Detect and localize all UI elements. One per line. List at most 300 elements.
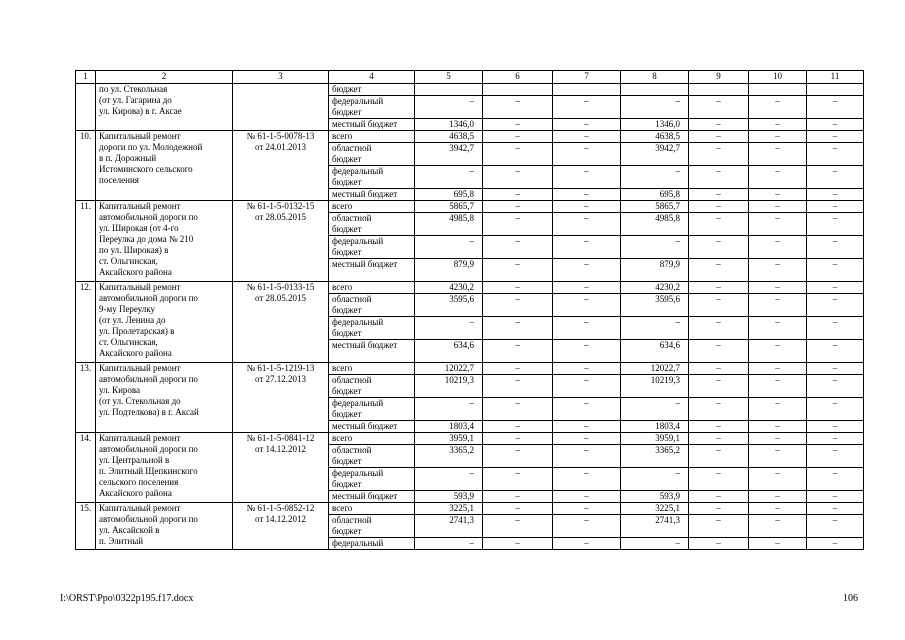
value-cell: – <box>483 340 553 363</box>
value-cell: 3942,7 <box>415 143 483 166</box>
value-cell: – <box>807 317 864 340</box>
value-cell: 3225,1 <box>415 503 483 515</box>
work-name-line: сельского поселения <box>99 477 179 487</box>
value-cell: – <box>689 468 749 491</box>
document-line: от 28.05.2015 <box>254 212 307 222</box>
funding-source-line: бюджет <box>332 247 362 257</box>
value-cell: 10219,3 <box>415 375 483 398</box>
funding-source-line: бюджет <box>332 84 362 94</box>
value-cell: – <box>483 515 553 538</box>
funding-source-line: местный бюджет <box>332 189 398 199</box>
funding-source-line: федеральный <box>332 166 384 176</box>
document-cell <box>233 131 329 201</box>
value-cell: – <box>553 282 621 294</box>
value-cell: – <box>807 201 864 213</box>
value-cell: 12022,7 <box>621 363 689 375</box>
value-cell: – <box>749 189 807 201</box>
value-cell: – <box>807 538 864 550</box>
value-cell: 2741,3 <box>415 515 483 538</box>
table-row <box>76 503 864 515</box>
value-cell: – <box>415 468 483 491</box>
value-cell: 4230,2 <box>415 282 483 294</box>
work-name-line: ул. Подтелкова) в г. Аксай <box>99 407 199 417</box>
document-line: № 61-1-5-0841-12 <box>246 433 315 443</box>
value-cell: 1803,4 <box>621 421 689 433</box>
value-cell: 695,8 <box>415 189 483 201</box>
value-cell: 1803,4 <box>415 421 483 433</box>
value-cell: 2741,3 <box>621 515 689 538</box>
value-cell: – <box>749 491 807 503</box>
funding-source-cell <box>329 317 415 340</box>
work-name-cell <box>96 131 233 201</box>
value-cell: – <box>807 468 864 491</box>
funding-source-line: всего <box>332 433 353 443</box>
work-name-line: (от ул. Гагарина до <box>99 95 172 105</box>
value-cell: – <box>807 503 864 515</box>
funding-source-line: бюджет <box>332 386 362 396</box>
value-cell: 4985,8 <box>415 213 483 236</box>
value-cell: 4638,5 <box>621 131 689 143</box>
funding-source-cell <box>329 96 415 119</box>
header-cell: 11 <box>807 71 864 84</box>
table-body <box>76 71 864 550</box>
work-name-line: автомобильной дороги по <box>99 514 198 524</box>
document-line: от 24.01.2013 <box>254 142 307 152</box>
value-cell: – <box>553 398 621 421</box>
value-cell: 593,9 <box>415 491 483 503</box>
budget-table <box>75 70 864 550</box>
funding-source-line: федеральный <box>332 538 384 548</box>
funding-source-line: областной <box>332 213 372 223</box>
header-cell: 6 <box>483 71 553 84</box>
funding-source-line: бюджет <box>332 154 362 164</box>
work-name-cell <box>96 201 233 282</box>
work-name-line: по ул. Стекольная <box>99 84 168 94</box>
document-line: № 61-1-5-1219-13 <box>246 363 315 373</box>
value-cell: 879,9 <box>621 259 689 282</box>
header-cell: 4 <box>329 71 415 84</box>
header-cell: 9 <box>689 71 749 84</box>
value-cell: – <box>483 375 553 398</box>
funding-source-line: бюджет <box>332 409 362 419</box>
value-cell: – <box>749 201 807 213</box>
value-cell: – <box>689 294 749 317</box>
footer-file-path: I:\ORST\Ppo\0322p195.f17.docx <box>60 593 194 604</box>
value-cell: – <box>483 538 553 550</box>
value-cell: – <box>553 166 621 189</box>
value-cell: – <box>807 363 864 375</box>
value-cell: – <box>483 503 553 515</box>
value-cell: – <box>483 468 553 491</box>
value-cell: – <box>807 491 864 503</box>
funding-source-cell <box>329 166 415 189</box>
value-cell: – <box>483 189 553 201</box>
funding-source-line: областной <box>332 375 372 385</box>
work-name-line: дороги по ул. Молодежной <box>99 142 203 152</box>
value-cell: – <box>749 398 807 421</box>
table-row <box>76 363 864 375</box>
table-row <box>76 131 864 143</box>
row-number: 11. <box>76 201 96 282</box>
funding-source-cell <box>329 398 415 421</box>
work-name-line: 9-му Переулку <box>99 304 156 314</box>
funding-source-cell <box>329 363 415 375</box>
value-cell: 12022,7 <box>415 363 483 375</box>
document-cell <box>233 433 329 503</box>
value-cell: – <box>553 143 621 166</box>
funding-source-line: областной <box>332 445 372 455</box>
document-line: № 61-1-5-0132-15 <box>246 201 315 211</box>
value-cell: – <box>553 340 621 363</box>
funding-source-cell <box>329 445 415 468</box>
funding-source-cell <box>329 421 415 433</box>
funding-source-line: местный бюджет <box>332 340 398 350</box>
value-cell: – <box>553 119 621 131</box>
value-cell: – <box>749 363 807 375</box>
document-cell <box>233 282 329 363</box>
row-number <box>76 84 96 131</box>
value-cell: – <box>807 340 864 363</box>
work-name-line: Капитальный ремонт <box>99 131 181 141</box>
value-cell: – <box>483 282 553 294</box>
value-cell: – <box>807 445 864 468</box>
value-cell: – <box>749 166 807 189</box>
row-number: 13. <box>76 363 96 433</box>
value-cell: 593,9 <box>621 491 689 503</box>
value-cell: – <box>553 96 621 119</box>
value-cell: – <box>689 421 749 433</box>
value-cell: – <box>689 398 749 421</box>
work-name-cell <box>96 363 233 433</box>
value-cell: 3365,2 <box>415 445 483 468</box>
value-cell: – <box>807 421 864 433</box>
value-cell: 634,6 <box>621 340 689 363</box>
funding-source-line: областной <box>332 294 372 304</box>
funding-source-line: всего <box>332 201 353 211</box>
funding-source-cell <box>329 201 415 213</box>
header-row <box>76 71 864 84</box>
value-cell: – <box>749 538 807 550</box>
work-name-line: ст. Ольгинская, <box>99 337 158 347</box>
value-cell: 4638,5 <box>415 131 483 143</box>
document-cell <box>233 201 329 282</box>
funding-source-line: местный бюджет <box>332 491 398 501</box>
value-cell: – <box>553 375 621 398</box>
value-cell: – <box>689 317 749 340</box>
funding-source-cell <box>329 294 415 317</box>
value-cell: – <box>689 491 749 503</box>
value-cell: – <box>689 259 749 282</box>
funding-source-cell <box>329 340 415 363</box>
work-name-line: Аксайского района <box>99 348 172 358</box>
funding-source-line: всего <box>332 131 353 141</box>
value-cell: – <box>807 119 864 131</box>
value-cell: – <box>807 236 864 259</box>
table-row <box>76 282 864 294</box>
value-cell: – <box>553 445 621 468</box>
value-cell: – <box>483 96 553 119</box>
header-cell: 8 <box>621 71 689 84</box>
value-cell: – <box>749 340 807 363</box>
value-cell: – <box>807 189 864 201</box>
value-cell: – <box>749 143 807 166</box>
funding-source-cell <box>329 119 415 131</box>
value-cell: 3225,1 <box>621 503 689 515</box>
value-cell: – <box>553 317 621 340</box>
funding-source-line: местный бюджет <box>332 421 398 431</box>
work-name-cell <box>96 433 233 503</box>
value-cell: – <box>553 515 621 538</box>
value-cell: – <box>689 515 749 538</box>
document-cell <box>233 503 329 550</box>
header-cell: 5 <box>415 71 483 84</box>
funding-source-cell <box>329 491 415 503</box>
value-cell: – <box>689 189 749 201</box>
value-cell: – <box>483 421 553 433</box>
table-row <box>76 201 864 213</box>
work-name-line: (от ул. Ленина до <box>99 315 166 325</box>
value-cell: 4230,2 <box>621 282 689 294</box>
value-cell: – <box>807 433 864 445</box>
work-name-line: ст. Ольгинская, <box>99 256 158 266</box>
value-cell: – <box>483 317 553 340</box>
funding-source-line: всего <box>332 503 353 513</box>
value-cell: – <box>689 433 749 445</box>
funding-source-cell <box>329 259 415 282</box>
value-cell: 1346,0 <box>621 119 689 131</box>
value-cell: – <box>553 538 621 550</box>
work-name-line: Аксайского района <box>99 488 172 498</box>
work-name-line: п. Элитный Щепкинского <box>99 466 198 476</box>
value-cell: – <box>807 166 864 189</box>
value-cell: – <box>483 166 553 189</box>
funding-source-line: областной <box>332 515 372 525</box>
value-cell: – <box>621 468 689 491</box>
funding-source-cell <box>329 375 415 398</box>
value-cell: – <box>553 491 621 503</box>
work-name-line: ул. Центральной в <box>99 455 170 465</box>
value-cell: 879,9 <box>415 259 483 282</box>
funding-source-cell <box>329 84 415 96</box>
value-cell: 3595,6 <box>415 294 483 317</box>
value-cell: – <box>483 131 553 143</box>
value-cell: – <box>415 317 483 340</box>
work-name-line: Капитальный ремонт <box>99 433 181 443</box>
funding-source-cell <box>329 143 415 166</box>
value-cell: – <box>689 201 749 213</box>
work-name-line: автомобильной дороги по <box>99 374 198 384</box>
value-cell: – <box>807 96 864 119</box>
funding-source-line: федеральный <box>332 96 384 106</box>
value-cell: – <box>553 294 621 317</box>
value-cell: – <box>749 282 807 294</box>
value-cell: – <box>749 259 807 282</box>
value-cell: – <box>483 491 553 503</box>
value-cell: – <box>807 143 864 166</box>
value-cell: – <box>689 143 749 166</box>
row-number: 12. <box>76 282 96 363</box>
funding-source-cell <box>329 282 415 294</box>
value-cell: 3942,7 <box>621 143 689 166</box>
value-cell: – <box>483 213 553 236</box>
value-cell: – <box>689 166 749 189</box>
funding-source-cell <box>329 213 415 236</box>
value-cell: – <box>689 119 749 131</box>
value-cell: – <box>689 131 749 143</box>
work-name-cell <box>96 282 233 363</box>
value-cell: – <box>553 236 621 259</box>
value-cell: – <box>553 189 621 201</box>
document-line: от 27.12.2013 <box>254 374 307 384</box>
value-cell: – <box>749 317 807 340</box>
value-cell: 3595,6 <box>621 294 689 317</box>
funding-source-cell <box>329 468 415 491</box>
work-name-line: Переулка до дома № 210 <box>99 234 194 244</box>
value-cell: – <box>553 201 621 213</box>
work-name-line: ул. Кирова) в г. Аксае <box>99 106 182 116</box>
value-cell: – <box>553 433 621 445</box>
value-cell: 634,6 <box>415 340 483 363</box>
document-cell <box>233 84 329 131</box>
table-row <box>76 433 864 445</box>
funding-source-line: бюджет <box>332 328 362 338</box>
work-name-line: автомобильной дороги по <box>99 444 198 454</box>
funding-source-line: федеральный <box>332 398 384 408</box>
footer-page-number: 106 <box>843 593 858 604</box>
work-name-line: в п. Дорожный <box>99 153 157 163</box>
funding-source-cell <box>329 538 415 550</box>
value-cell: – <box>749 131 807 143</box>
funding-source-cell <box>329 503 415 515</box>
funding-source-cell <box>329 433 415 445</box>
funding-source-line: бюджет <box>332 177 362 187</box>
value-cell: 4985,8 <box>621 213 689 236</box>
value-cell: – <box>483 119 553 131</box>
work-name-line: ул. Кирова <box>99 385 141 395</box>
header-cell: 2 <box>96 71 233 84</box>
work-name-line: Истоминского сельского <box>99 164 193 174</box>
work-name-line: п. Элитный <box>99 536 144 546</box>
work-name-line: Капитальный ремонт <box>99 503 181 513</box>
value-cell: – <box>749 433 807 445</box>
value-cell: – <box>749 468 807 491</box>
value-cell <box>553 84 621 96</box>
value-cell <box>621 84 689 96</box>
value-cell: – <box>483 143 553 166</box>
value-cell: – <box>483 398 553 421</box>
work-name-line: Аксайского района <box>99 267 172 277</box>
funding-source-line: областной <box>332 143 372 153</box>
funding-source-line: местный бюджет <box>332 259 398 269</box>
value-cell: – <box>483 363 553 375</box>
value-cell: – <box>689 282 749 294</box>
value-cell: – <box>749 375 807 398</box>
work-name-line: Капитальный ремонт <box>99 201 181 211</box>
value-cell: 695,8 <box>621 189 689 201</box>
value-cell: – <box>807 294 864 317</box>
value-cell: – <box>749 445 807 468</box>
value-cell: – <box>415 538 483 550</box>
funding-source-line: федеральный <box>332 468 384 478</box>
document-line: № 61-1-5-0133-15 <box>246 282 315 292</box>
funding-source-cell <box>329 189 415 201</box>
value-cell: – <box>749 236 807 259</box>
work-name-line: автомобильной дороги по <box>99 293 198 303</box>
value-cell: – <box>483 259 553 282</box>
header-cell: 1 <box>76 71 96 84</box>
header-cell: 10 <box>749 71 807 84</box>
document-line: № 61-1-5-0078-13 <box>246 131 315 141</box>
value-cell: – <box>689 236 749 259</box>
value-cell: 5865,7 <box>415 201 483 213</box>
value-cell: – <box>689 503 749 515</box>
value-cell: – <box>483 294 553 317</box>
document-cell <box>233 363 329 433</box>
value-cell: – <box>483 433 553 445</box>
work-name-line: ул. Пролетарская) в <box>99 326 175 336</box>
funding-source-line: местный бюджет <box>332 119 398 129</box>
value-cell: – <box>807 375 864 398</box>
value-cell: – <box>749 515 807 538</box>
value-cell: 3959,1 <box>415 433 483 445</box>
value-cell: – <box>621 398 689 421</box>
value-cell: 3959,1 <box>621 433 689 445</box>
value-cell: – <box>621 538 689 550</box>
value-cell: – <box>807 398 864 421</box>
document-line: № 61-1-5-0852-12 <box>246 503 315 513</box>
funding-source-line: федеральный <box>332 317 384 327</box>
document-line: от 28.05.2015 <box>254 293 307 303</box>
value-cell: – <box>415 398 483 421</box>
work-name-line: Капитальный ремонт <box>99 282 181 292</box>
value-cell: – <box>807 259 864 282</box>
value-cell: – <box>621 166 689 189</box>
table-row <box>76 84 864 96</box>
value-cell: – <box>621 236 689 259</box>
value-cell: – <box>553 421 621 433</box>
value-cell: – <box>807 131 864 143</box>
work-name-line: по ул. Широкая) в <box>99 245 169 255</box>
value-cell: 1346,0 <box>415 119 483 131</box>
document-line: от 14.12.2012 <box>254 444 307 454</box>
value-cell: – <box>749 421 807 433</box>
work-name-line: ул. Широкая (от 4-го <box>99 223 179 233</box>
funding-source-line: бюджет <box>332 107 362 117</box>
value-cell: – <box>749 503 807 515</box>
header-cell: 3 <box>233 71 329 84</box>
value-cell <box>807 84 864 96</box>
value-cell: – <box>807 282 864 294</box>
funding-source-line: всего <box>332 363 353 373</box>
value-cell: – <box>621 317 689 340</box>
value-cell: – <box>749 213 807 236</box>
value-cell: – <box>553 503 621 515</box>
document-line: от 14.12.2012 <box>254 514 307 524</box>
row-number: 10. <box>76 131 96 201</box>
work-name-line: автомобильной дороги по <box>99 212 198 222</box>
funding-source-line: бюджет <box>332 479 362 489</box>
work-name-cell <box>96 84 233 131</box>
work-name-line: ул. Аксайской в <box>99 525 160 535</box>
value-cell: – <box>689 375 749 398</box>
value-cell <box>689 84 749 96</box>
funding-source-line: бюджет <box>332 224 362 234</box>
value-cell: 3365,2 <box>621 445 689 468</box>
value-cell: – <box>415 96 483 119</box>
value-cell: – <box>553 363 621 375</box>
value-cell: – <box>689 96 749 119</box>
funding-source-cell <box>329 131 415 143</box>
